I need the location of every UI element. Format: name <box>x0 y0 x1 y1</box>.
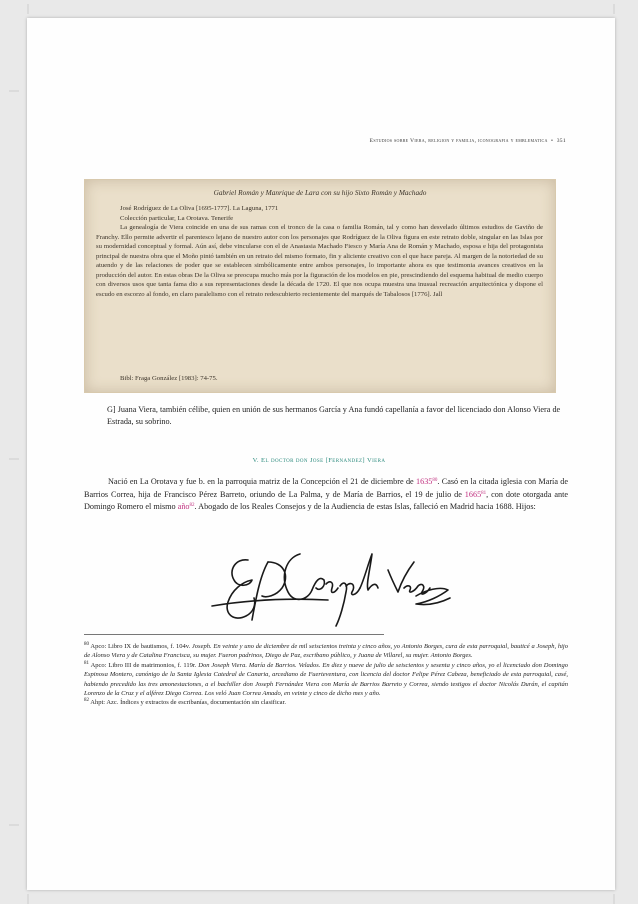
footnote-ref-82[interactable]: 82 <box>189 503 195 509</box>
paragraph-g <box>107 404 568 428</box>
caption-box <box>84 179 556 393</box>
page-number: 351 <box>556 138 566 144</box>
main-text-4: . Abogado de los Reales Consejos y de la Audiencia de estas Islas, falleció en Madrid hacia 1688. Hijos: <box>194 502 536 512</box>
section-heading: V. El doctor don Jose [Fernandez] Viera <box>252 457 386 464</box>
footnote-ref-81[interactable]: 81 <box>481 490 487 496</box>
caption-text: La genealogía de Viera coincide en una de sus ramas con el tronco de la casa o familia Román, tal y como han desvelado últimos estudios de Gaviño de Franchy. Ello permite advertir el parentesco lejano de nuestro autor con los personajes que Rodríguez de la Oliva figura en este retrato doble, singular en las Islas por su modernidad conceptual y formal. Aún así, debe vincularse con el de Anastasia Machado Fiesco y María Ana de Román y Machado, esposa e hija del protagonista principal de nuestra obra que el Moño pintó también en un retrato del mismo formato, fin y aliciente creativo con el que hace pareja. Al margen de la notoriedad de su atuendo y de las relaciones de poder que se establecen simbólicamente entre ambos personajes, lo importante ahora es que testimonia avances creativos en la producción del autor. En estas obras De la Oliva se preocupa mucho más por la figuración de los modelos en pie, prescindiendo del esquema habitual de medio cuerpo con diversos usos que tanta fama dio a sus representaciones desde la década de 1720. El que nos ocupa muestra una inusual recreación arquitectónica y dispone el escudo en escorzo al fondo, en claro paralelismo con el retrato redescubierto recientemente del marqués de Tabalosos [1776]. Jall <box>96 224 543 298</box>
caption-line-author: José Rodríguez de La Oliva [1695-1777]. La Laguna, 1771 <box>120 205 279 212</box>
crop-mark <box>9 86 19 96</box>
footnote-text: Don Joseph Viera. María de Barrios. Velados. En diez y nueve de julio de seiscientos y sesenta y cinco años, yo el licenciado don Domingo Espinosa Montero, canónigo de la Santa Iglesia Catedral de Canaria, arcediano de Fuerteventura, con licencia del doctor Felipe Pérez Cabeza, beneficiado de esta parroquial, casé, habiendo precedido las tres amonestaciones, a el bachiller don Joseph Fernández Viera con María de Barrios Barreto y Correa, siendo testigos el doctor Nicolás Durán, el capitán Lorenzo de la Cruz y el alférez Diego Correa. Los veló Juan Correa Amado, en veinte y cinco de dicho mes y año. <box>84 661 568 698</box>
signature-label: E. D. Joseph Viera <box>208 540 216 541</box>
paragraph-g-text: Juana Viera, también célibe, quien en unión de sus hermanos García y Ana fundó capellanía a favor del licenciado don Alonso Viera de Estrada, su sobrino. <box>107 405 561 426</box>
footnote-text: Joseph. En veinte y uno de diciembre de mil seiscientos treinta y cinco años, yo Antonio Borges, cura de esta parroquial, bauticé a Joseph, hijo de Alonso Viera y de Catalina Francisca, su mujer. Fueron padrinos, Diego de Paz, escribano público, y Juana de Villarel, su mujer. Antonio Borges. <box>84 643 568 660</box>
footnote-number: 80 <box>84 642 89 647</box>
footnote-text: Índices y extractos de escribanías, documentación sin clasificar. <box>120 699 286 707</box>
crop-mark <box>9 820 19 830</box>
footnote-year-3[interactable]: año <box>177 502 190 512</box>
footnote-82 <box>84 698 568 707</box>
crop-mark <box>609 4 619 14</box>
running-header: Estudios sobre Viera, religion y familia, iconografia y emblematica • 351 <box>369 138 566 144</box>
signature-image <box>208 540 456 632</box>
crop-mark <box>23 4 33 14</box>
footnote-source: Ahpt: Azc. <box>90 699 119 707</box>
caption-body <box>96 204 543 299</box>
main-text-3: , con dote otorgada ante Domingo Romero el mismo <box>84 489 568 512</box>
main-text-2: . Casó en la citada iglesia con María de Barrios Correa, hija de Francisco Pérez Barreto, oriundo de La Palma, y de María de Barrios, el 19 de julio de <box>84 477 569 499</box>
footnote-source: Apco: Libro IX de bautismos, f. 104v. <box>90 643 191 650</box>
footnote-ref-80[interactable]: 80 <box>432 478 438 483</box>
caption-title: Gabriel Román y Manrique de Lara con su hijo Sixto Román y Machado <box>213 188 427 197</box>
footnote-81 <box>84 661 568 699</box>
paragraph-g-marker: G] <box>107 405 116 414</box>
footnote-year-2[interactable]: 1665 <box>464 489 482 499</box>
footnote-rule <box>84 634 384 635</box>
caption-bibliography: Bibl: Fraga González [1983]: 74-75. <box>120 375 218 382</box>
caption-line-collection: Colección particular, La Orotava. Tenerife <box>120 214 234 222</box>
main-text-1: Nació en La Orotava y fue b. en la parroquia matriz de la Concepción el 21 de diciembre de <box>108 477 416 486</box>
main-paragraph <box>84 476 568 514</box>
footnote-source: Apco: Libro III de matrimonios, f. 119r. <box>90 661 197 669</box>
footnote-number: 81 <box>84 660 89 666</box>
footnote-year-1[interactable]: 1635 <box>416 477 433 486</box>
footnote-number: 82 <box>84 698 89 704</box>
footnote-80 <box>84 642 568 661</box>
page <box>27 18 615 890</box>
running-head-text: Estudios sobre Viera, religion y familia, iconografia y emblematica <box>369 138 548 144</box>
footnotes <box>84 642 568 708</box>
